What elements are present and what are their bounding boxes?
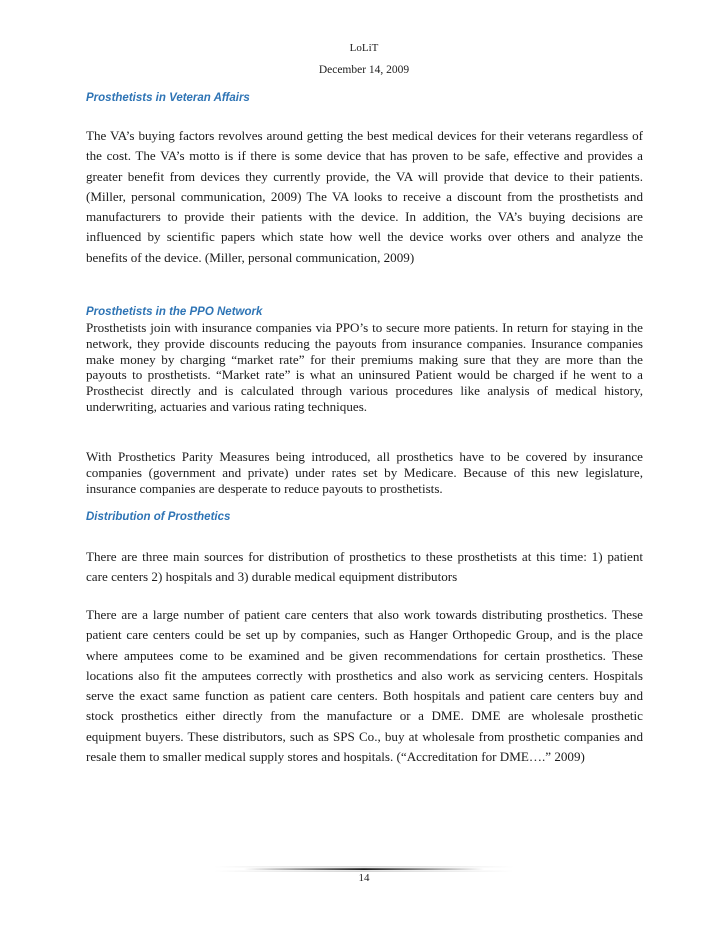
heading-ppo-network: Prosthetists in the PPO Network: [86, 306, 263, 318]
page-number: 14: [358, 872, 370, 884]
header-title: LoLiT: [349, 42, 379, 54]
heading-veteran-affairs: Prosthetists in Veteran Affairs: [86, 92, 250, 104]
paragraph-ppo-2: With Prosthetics Parity Measures being introduced, all prosthetics have to be covered by insurance companies (government and private) under rates set by Medicare. Because of this new legislature, insurance companies are desperate to reduce payouts to prosthetists.: [86, 449, 643, 496]
paragraph-veteran-affairs: The VA’s buying factors revolves around getting the best medical devices for their veterans regardless of the cost. The VA’s motto is if there is some device that has proven to be safe, effective and provides a greater benefit from devices they currently provide, the VA will provide that device to their patients. (Miller, personal communication, 2009) The VA looks to receive a discount from the prosthetists and manufacturers to provide their patients with the device. In addition, the VA’s buying decisions are influenced by scientific papers which state how well the device works over others and analyze the benefits of the device. (Miller, personal communication, 2009): [86, 128, 643, 265]
header-date: December 14, 2009: [318, 64, 410, 76]
heading-distribution: Distribution of Prosthetics: [86, 511, 231, 523]
paragraph-distribution-1: There are three main sources for distribution of prosthetics to these prosthetists at this time: 1) patient care centers 2) hospitals and 3) durable medical equipment distributors: [86, 549, 643, 585]
paragraph-ppo-1: Prosthetists join with insurance companies via PPO’s to secure more patients. In return for staying in the network, they provide discounts reducing the payouts from insurance companies. Insurance companies make money by charging “market rate” for their premiums making sure that they are more than the payouts to prosthetists. “Market rate” is what an uninsured Patient would be charged if he went to a Prosthecist directly and is calculated through various procedures like analysis of medical history, underwriting, actuaries and various rating techniques.: [86, 320, 643, 414]
paragraph-distribution-2: There are a large number of patient care centers that also work towards distributing prosthetics. These patient care centers could be set up by companies, such as Hanger Orthopedic Group, and is the place where amputees come to be examined and be given recommendations for certain prosthetics. These locations also fit the amputees correctly with prosthetics and also work as servicing centers. Hospitals serve the exact same function as patient care centers. Both hospitals and patient care centers buy and stock prosthetics either directly from the manufacture or a DME. DME are wholesale prosthetic equipment buyers. These distributors, such as SPS Co., buy at wholesale from prosthetic companies and resale them to smaller medical supply stores and hospitals. (“Accreditation for DME….” 2009): [86, 607, 643, 764]
